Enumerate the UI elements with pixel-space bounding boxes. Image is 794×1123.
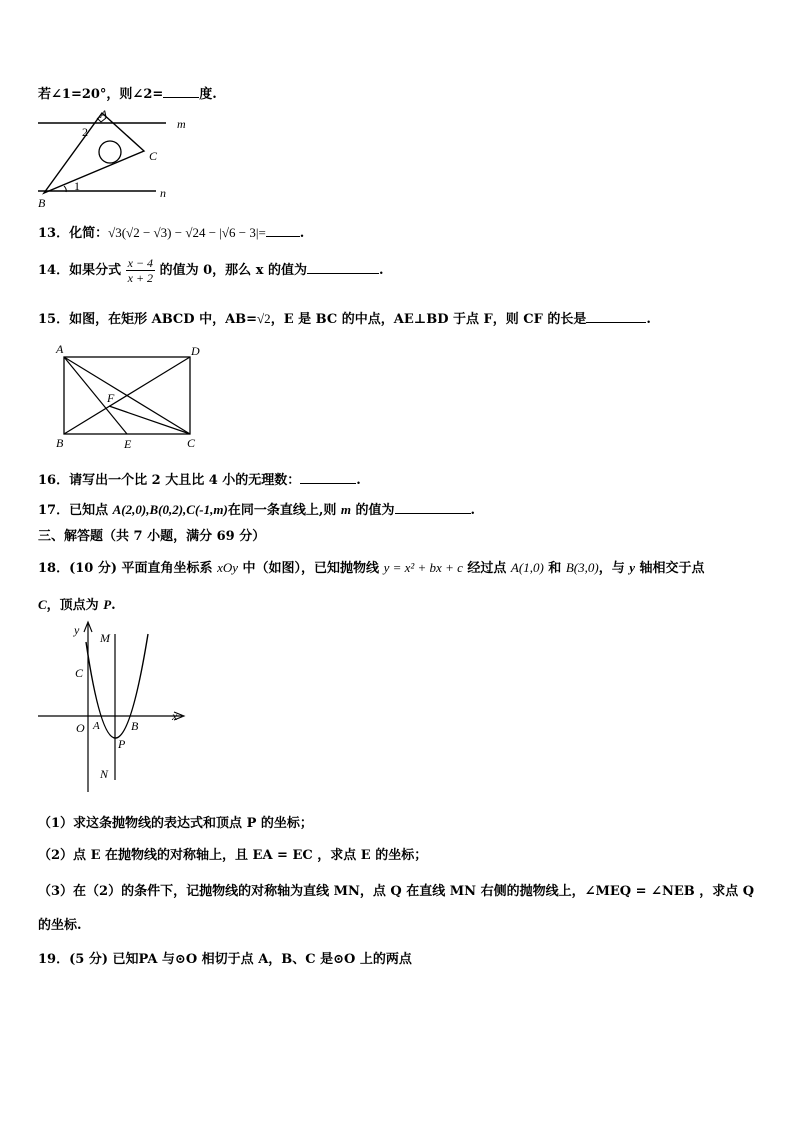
q17-var: m — [340, 502, 351, 517]
label-N: N — [100, 767, 109, 781]
section-heading: 三、解答题（共 7 小题，满分 69 分） — [38, 529, 266, 544]
q18-sub1: （1）求这条抛物线的表达式和顶点 P 的坐标； — [38, 816, 313, 831]
answer-blank — [307, 273, 379, 274]
q18-text: 18．(10 分) 平面直角坐标系 — [38, 561, 218, 576]
label-1: 1 — [74, 179, 80, 193]
answer-blank — [266, 236, 300, 237]
label-x: x — [172, 709, 178, 723]
q18-y: y — [629, 560, 636, 575]
q18-c: C — [38, 597, 47, 612]
question-18-line1 — [38, 557, 705, 576]
label-M: M — [100, 631, 110, 645]
q18-text: 经过点 — [462, 561, 511, 576]
q18-text: 和 — [543, 561, 566, 576]
q12-text: 若∠1=20°，则∠2= — [38, 87, 164, 102]
q18-text: 中（如图），已知抛物线 — [238, 561, 384, 576]
q18-text: . — [111, 598, 116, 613]
q13-label: 13．化简： — [38, 226, 109, 241]
label-C: C — [149, 149, 158, 163]
q14-label: 14．如果分式 — [38, 263, 122, 278]
q18-sub3a: （3）在（2）的条件下，记抛物线的对称轴为直线 MN，点 Q 在直线 MN 右侧的抛物线上，∠MEQ = ∠NEB ，求点 Q — [38, 884, 755, 899]
question-12 — [38, 83, 217, 102]
label-E: E — [124, 437, 132, 451]
answer-blank — [586, 322, 646, 323]
q13-post: . — [299, 226, 305, 241]
question-19: 19．(5 分) 已知PA 与⊙O 相切于点 A，B、C 是⊙O 上的两点 — [38, 952, 412, 967]
label-C: C — [187, 436, 196, 450]
q17-mid: 在同一条直线上,则 — [227, 503, 341, 518]
q18-point-b: B(3,0) — [565, 560, 599, 575]
figure-q15 — [52, 340, 207, 452]
q18-point-a: A(1,0) — [510, 560, 544, 575]
q15-sqrt: √2 — [257, 311, 271, 326]
q18-equation: y = x² + bx + c — [383, 560, 463, 575]
q18-xoy: xOy — [217, 560, 238, 575]
q18-text: ，与 — [598, 561, 630, 576]
question-14 — [38, 256, 384, 285]
q18-text: ，顶点为 — [46, 598, 104, 613]
q14-post: 的值为 0，那么 x 的值为 — [159, 263, 307, 278]
q18-text: 轴相交于点 — [635, 561, 705, 576]
label-2: 2 — [82, 125, 88, 139]
figure-q18 — [34, 618, 194, 794]
label-C: C — [75, 666, 84, 680]
q17-pre: 17．已知点 — [38, 503, 113, 518]
label-O: O — [76, 721, 85, 735]
fraction-denominator: x + 2 — [127, 271, 154, 285]
q15-end: . — [646, 312, 651, 327]
label-P: P — [118, 737, 126, 751]
label-y: y — [74, 623, 80, 637]
q16-text: 16．请写出一个比 2 大且比 4 小的无理数： — [38, 473, 301, 488]
label-F: F — [107, 391, 115, 405]
q17-points: A(2,0),B(0,2),C(-1,m) — [112, 502, 228, 517]
question-17 — [38, 499, 475, 518]
q15-label: 15．如图，在矩形 ABCD 中，AB= — [38, 312, 258, 327]
question-16 — [38, 469, 361, 488]
q18-sub2: （2）点 E 在抛物线的对称轴上，且 EA = EC ，求点 E 的坐标； — [38, 848, 428, 863]
q12-post: 度. — [199, 87, 217, 102]
label-B: B — [38, 196, 46, 210]
q15-post: ，E 是 BC 的中点，AE⊥BD 于点 F，则 CF 的长是 — [270, 312, 587, 327]
label-D: D — [191, 344, 200, 358]
label-A: A — [93, 720, 100, 732]
label-A: A — [100, 107, 108, 121]
q14-end: . — [378, 263, 384, 278]
figure-q12 — [34, 104, 194, 210]
label-n: n — [160, 186, 166, 200]
q16-end: . — [356, 473, 361, 488]
label-B: B — [56, 436, 64, 450]
q18-p: P — [103, 597, 112, 612]
q17-end: . — [470, 503, 476, 518]
label-A: A — [56, 342, 64, 356]
answer-blank — [395, 513, 471, 514]
answer-blank — [163, 97, 199, 98]
answer-blank — [300, 483, 356, 484]
q17-post: 的值为 — [351, 503, 395, 518]
fraction-numerator: x − 4 — [127, 256, 154, 270]
label-B: B — [131, 719, 139, 733]
q18-sub3b: 的坐标. — [38, 918, 82, 933]
q13-expression: √3(√2 − √3) − √24 − |√6 − 3|= — [108, 225, 266, 240]
question-13 — [38, 222, 304, 241]
fraction — [126, 256, 155, 285]
label-m: m — [177, 117, 186, 131]
question-18-line2 — [38, 594, 116, 613]
question-15 — [38, 308, 651, 327]
